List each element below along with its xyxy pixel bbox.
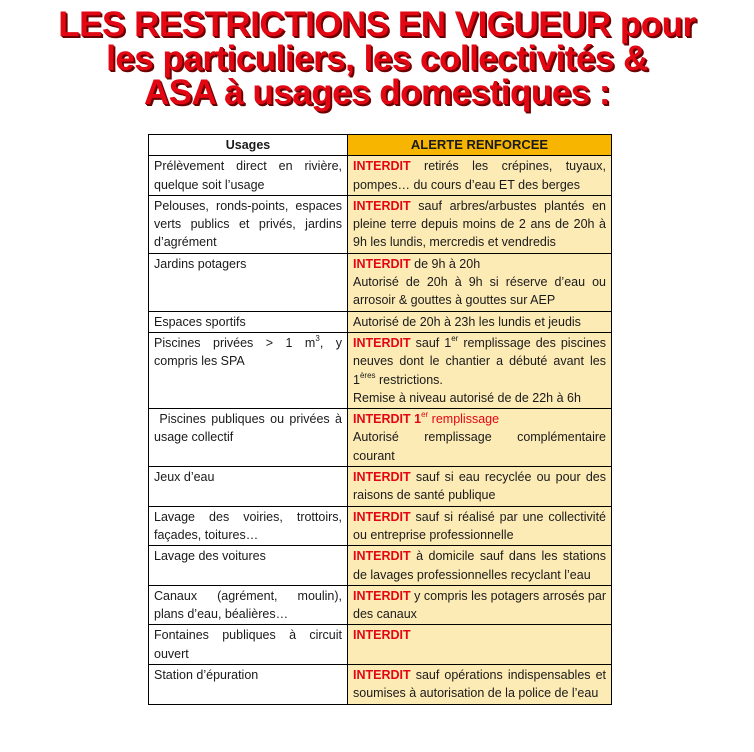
- rule-text: sauf si réalisé par une collectivité ou entreprise professionnelle: [353, 509, 606, 542]
- rule-cell: [348, 546, 612, 586]
- rule-text: sauf 1: [410, 335, 452, 350]
- table-row: [149, 665, 612, 705]
- interdit-label: INTERDIT: [353, 509, 411, 524]
- table-row: [149, 625, 612, 665]
- rule-text: Autorisé de 20h à 23h les lundis et jeudis: [353, 314, 581, 329]
- rule-text: y compris les potagers arrosés par des canaux: [353, 588, 606, 622]
- rule-extra: Autorisé de 20h à 9h si réserve d’eau ou arrosoir & gouttes à gouttes sur AEP: [353, 275, 606, 308]
- usage-cell: Fontaines publiques à circuit ouvert: [149, 625, 348, 665]
- interdit-label: INTERDIT: [353, 668, 411, 683]
- rule-cell: [348, 156, 612, 196]
- usage-cell: Jardins potagers: [149, 253, 348, 311]
- interdit-label: INTERDIT: [353, 256, 411, 271]
- usage-cell: Lavage des voitures: [149, 546, 348, 586]
- rule-cell: [348, 409, 612, 467]
- usage-text: Piscines privées > 1 m: [154, 335, 316, 350]
- rule-line: [353, 334, 606, 389]
- table-row: [149, 195, 612, 253]
- usage-cell: Pelouses, ronds-points, espaces verts publics et privés, jardins d’agrément: [149, 195, 348, 253]
- rule-text: à domicile sauf dans les stations de lavages professionnelles recyclant l’eau: [353, 549, 606, 582]
- rule-cell: [348, 506, 612, 546]
- rule-extra: Remise à niveau autorisé de de 22h à 6h: [353, 390, 581, 405]
- usage-cell: Espaces sportifs: [149, 311, 348, 332]
- interdit-label: INTERDIT: [353, 588, 411, 603]
- usage-sup: 3: [315, 333, 320, 343]
- interdit-label: INTERDIT: [353, 470, 411, 485]
- rule-cell: [348, 253, 612, 311]
- usage-cell: [149, 332, 348, 408]
- rule-line: [353, 410, 606, 428]
- header-alerte-renforcee: ALERTE RENFORCEE: [348, 135, 612, 156]
- interdit-label: INTERDIT 1: [353, 412, 422, 427]
- usage-cell: Canaux (agrément, moulin), plans d’eau, béalières…: [149, 585, 348, 625]
- table-header-row: [149, 135, 612, 156]
- table-row: [149, 156, 612, 196]
- rule-sup: ères: [359, 370, 376, 380]
- header-usages: Usages: [149, 135, 348, 156]
- rule-extra: Autorisé remplissage complémentaire courant: [353, 430, 606, 463]
- rule-text: de 9h à 20h: [410, 256, 481, 271]
- rule-cell: [348, 332, 612, 408]
- interdit-label: INTERDIT: [353, 198, 411, 213]
- usage-text: , y compris les SPA: [154, 335, 342, 369]
- usage-cell: Piscines publiques ou privées à usage collectif: [149, 409, 348, 467]
- rule-text: retirés les crépines, tuyaux, pompes… du cours d’eau ET des berges: [353, 159, 606, 192]
- table-row: [149, 467, 612, 507]
- rule-text: sauf arbres/arbustes plantés en pleine terre depuis moins de 2 ans de 20h à 9h les lundis, mercredis et vendredis: [353, 198, 606, 250]
- rule-cell: [348, 625, 612, 665]
- interdit-label: INTERDIT: [353, 628, 411, 643]
- interdit-label: INTERDIT: [353, 335, 411, 350]
- rule-cell: [348, 467, 612, 507]
- rule-text: remplissage: [428, 412, 500, 427]
- rule-line: [353, 255, 606, 273]
- rule-cell: [348, 585, 612, 625]
- rule-cell: [348, 665, 612, 705]
- title-line-1: LES RESTRICTIONS EN VIGUEUR pour: [58, 5, 696, 44]
- rule-text: remplissage des piscines neuves dont le chantier a débuté avant les 1: [353, 335, 606, 387]
- title-line-3: ASA à usages domestiques :: [143, 73, 611, 112]
- rule-text: restrictions.: [375, 372, 443, 387]
- table-row: [149, 506, 612, 546]
- table-row: [149, 585, 612, 625]
- interdit-label: INTERDIT: [353, 549, 411, 564]
- rule-sup: er: [451, 333, 459, 343]
- table-row: [149, 311, 612, 332]
- rule-cell: [348, 195, 612, 253]
- rule-text: sauf opérations indispensables et soumises à autorisation de la police de l’eau: [353, 668, 606, 701]
- restrictions-table: [148, 134, 612, 705]
- rule-text: sauf si eau recyclée ou pour des raisons de santé publique: [353, 470, 606, 503]
- title-line-2: les particuliers, les collectivités &: [106, 39, 648, 78]
- rule-sup: er: [421, 410, 429, 420]
- usage-cell: Station d’épuration: [149, 665, 348, 705]
- usage-cell: Jeux d’eau: [149, 467, 348, 507]
- interdit-label: INTERDIT: [353, 159, 411, 174]
- usage-cell: Prélèvement direct en rivière, quelque soit l’usage: [149, 156, 348, 196]
- usage-cell: Lavage des voiries, trottoirs, façades, toitures…: [149, 506, 348, 546]
- rule-cell: [348, 311, 612, 332]
- table-row: [149, 409, 612, 467]
- table-row: [149, 546, 612, 586]
- table-row: [149, 332, 612, 408]
- table-row: [149, 253, 612, 311]
- page-title: [0, 5, 754, 112]
